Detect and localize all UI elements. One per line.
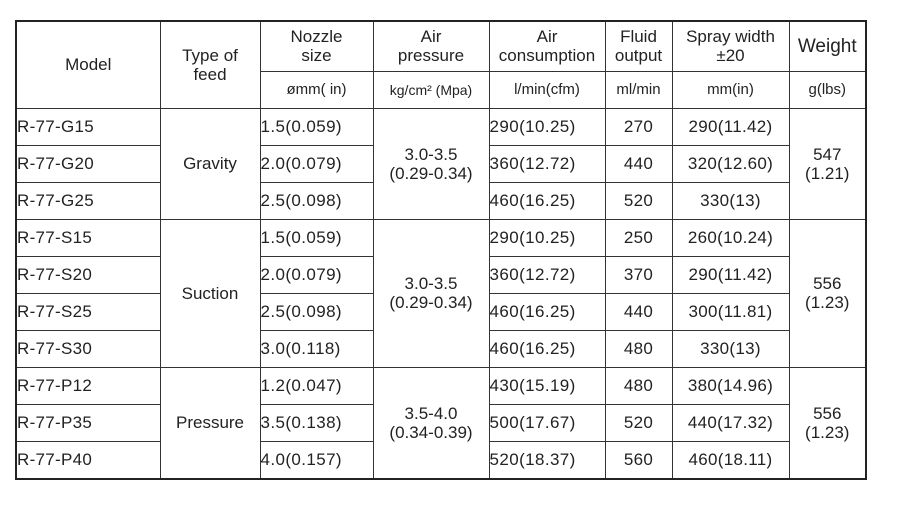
fluid-output-cell: 560 — [605, 441, 672, 479]
header-nozzle-line1: Nozzle — [290, 27, 343, 47]
spray-width-cell: 440(17.32) — [672, 404, 789, 441]
air-consumption-cell: 360(12.72) — [489, 145, 605, 182]
weight-cell — [789, 367, 866, 479]
header-air-consumption-line1: Air — [536, 27, 558, 47]
unit-nozzle: ømm( in) — [260, 71, 373, 108]
unit-air-consumption: l/min(cfm) — [489, 71, 605, 108]
air-consumption-cell: 520(18.37) — [489, 441, 605, 479]
nozzle-size-cell: 2.0(0.079) — [260, 145, 373, 182]
table-row — [16, 219, 866, 256]
spray-width-cell: 330(13) — [672, 330, 789, 367]
air-consumption-cell: 460(16.25) — [489, 182, 605, 219]
air-consumption-cell: 290(10.25) — [489, 219, 605, 256]
table-header — [16, 21, 866, 108]
weight-line2: (1.21) — [805, 163, 850, 183]
header-nozzle-line2: size — [301, 46, 332, 66]
weight-line1: 547 — [813, 144, 842, 164]
feed-type-cell: Pressure — [160, 367, 260, 479]
fluid-output-cell: 520 — [605, 182, 672, 219]
nozzle-size-cell: 2.5(0.098) — [260, 293, 373, 330]
header-air-pressure-line2: pressure — [397, 46, 465, 66]
model-cell: R-77-P40 — [16, 441, 160, 479]
air-pressure-line2: (0.29-0.34) — [389, 293, 473, 312]
header-air-consumption — [489, 21, 605, 71]
unit-fluid: ml/min — [605, 71, 672, 108]
air-consumption-cell: 290(10.25) — [489, 108, 605, 145]
air-consumption-cell: 360(12.72) — [489, 256, 605, 293]
unit-spray: mm(in) — [672, 71, 789, 108]
nozzle-size-cell: 1.5(0.059) — [260, 219, 373, 256]
air-consumption-cell: 460(16.25) — [489, 330, 605, 367]
fluid-output-cell: 370 — [605, 256, 672, 293]
model-cell: R-77-S20 — [16, 256, 160, 293]
header-feed — [160, 21, 260, 108]
air-pressure-cell — [373, 108, 489, 219]
fluid-output-cell: 520 — [605, 404, 672, 441]
fluid-output-cell: 270 — [605, 108, 672, 145]
spray-width-cell: 330(13) — [672, 182, 789, 219]
spray-width-cell: 260(10.24) — [672, 219, 789, 256]
table-row — [16, 108, 866, 145]
table-body — [16, 108, 866, 479]
header-fluid-line2: output — [614, 46, 663, 66]
weight-line2: (1.23) — [805, 293, 850, 312]
nozzle-size-cell: 2.5(0.098) — [260, 182, 373, 219]
model-cell: R-77-G25 — [16, 182, 160, 219]
spray-width-cell: 380(14.96) — [672, 367, 789, 404]
header-air-consumption-line2: consumption — [498, 46, 596, 66]
feed-type-cell: Gravity — [160, 108, 260, 219]
nozzle-size-cell: 3.0(0.118) — [260, 330, 373, 367]
header-model: Model — [16, 21, 160, 108]
header-fluid-line1: Fluid — [620, 27, 657, 47]
spray-width-cell: 290(11.42) — [672, 256, 789, 293]
unit-air-pressure: kg/cm² (Mpa) — [373, 71, 489, 108]
weight-line2: (1.23) — [805, 422, 850, 442]
weight-line1: 556 — [813, 403, 842, 423]
model-cell: R-77-G20 — [16, 145, 160, 182]
header-air-pressure-line1: Air — [420, 27, 442, 47]
weight-cell — [789, 108, 866, 219]
nozzle-size-cell: 4.0(0.157) — [260, 441, 373, 479]
header-fluid — [605, 21, 672, 71]
nozzle-size-cell: 1.2(0.047) — [260, 367, 373, 404]
header-spray-line2: ±20 — [716, 46, 745, 66]
spec-table — [15, 20, 867, 480]
air-pressure-line2: (0.29-0.34) — [389, 163, 473, 183]
model-cell: R-77-S30 — [16, 330, 160, 367]
model-cell: R-77-S25 — [16, 293, 160, 330]
nozzle-size-cell: 3.5(0.138) — [260, 404, 373, 441]
header-air-pressure — [373, 21, 489, 71]
fluid-output-cell: 480 — [605, 330, 672, 367]
nozzle-size-cell: 2.0(0.079) — [260, 256, 373, 293]
air-pressure-line2: (0.34-0.39) — [389, 422, 473, 442]
spray-width-cell: 320(12.60) — [672, 145, 789, 182]
air-consumption-cell: 430(15.19) — [489, 367, 605, 404]
fluid-output-cell: 440 — [605, 145, 672, 182]
model-cell: R-77-P35 — [16, 404, 160, 441]
air-consumption-cell: 460(16.25) — [489, 293, 605, 330]
weight-line1: 556 — [813, 274, 842, 293]
unit-weight: g(lbs) — [789, 71, 866, 108]
air-consumption-cell: 500(17.67) — [489, 404, 605, 441]
model-cell: R-77-G15 — [16, 108, 160, 145]
spray-width-cell: 300(11.81) — [672, 293, 789, 330]
nozzle-size-cell: 1.5(0.059) — [260, 108, 373, 145]
table-row — [16, 367, 866, 404]
feed-type-cell: Suction — [160, 219, 260, 367]
fluid-output-cell: 440 — [605, 293, 672, 330]
model-cell: R-77-P12 — [16, 367, 160, 404]
header-nozzle — [260, 21, 373, 71]
air-pressure-line1: 3.5-4.0 — [404, 403, 458, 423]
fluid-output-cell: 480 — [605, 367, 672, 404]
spray-width-cell: 290(11.42) — [672, 108, 789, 145]
model-cell: R-77-S15 — [16, 219, 160, 256]
header-feed-line2: feed — [193, 64, 227, 84]
air-pressure-cell — [373, 367, 489, 479]
air-pressure-cell — [373, 219, 489, 367]
weight-cell — [789, 219, 866, 367]
air-pressure-line1: 3.0-3.5 — [404, 274, 458, 293]
spray-width-cell: 460(18.11) — [672, 441, 789, 479]
air-pressure-line1: 3.0-3.5 — [404, 144, 458, 164]
header-weight: Weight — [789, 21, 866, 71]
header-feed-line1: Type of — [182, 45, 238, 65]
fluid-output-cell: 250 — [605, 219, 672, 256]
header-spray — [672, 21, 789, 71]
header-spray-line1: Spray width — [686, 27, 775, 47]
